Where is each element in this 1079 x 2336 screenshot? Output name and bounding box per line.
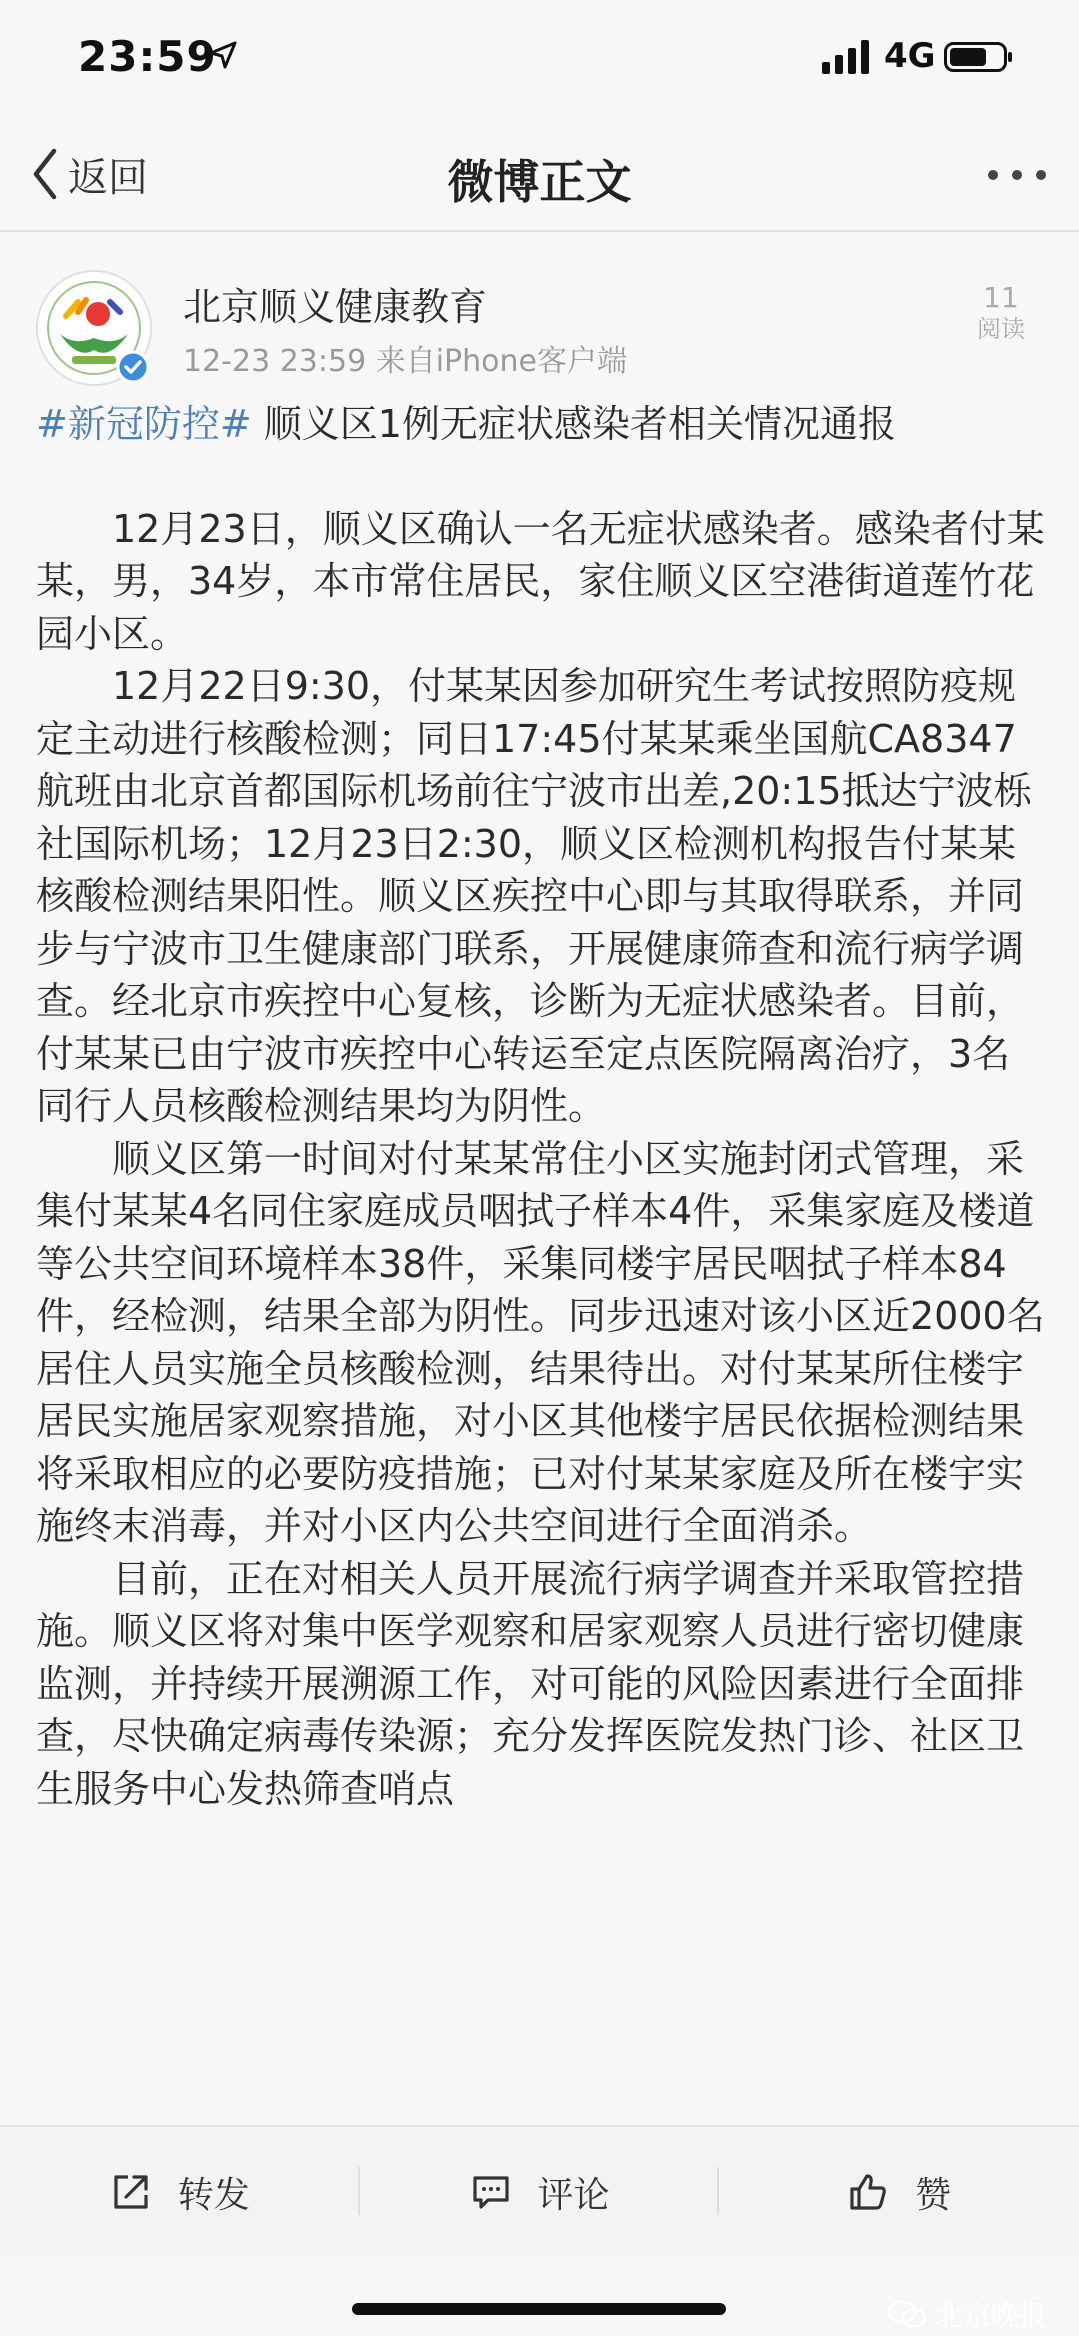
back-button[interactable] <box>30 146 148 202</box>
repost-button[interactable] <box>0 2127 360 2257</box>
post-meta: 12-23 23:59 来自iPhone客户端 <box>183 344 627 379</box>
more-dots-icon[interactable] <box>985 160 1049 190</box>
post-paragraph: 目前，正在对相关人员开展流行病学调查并采取管控措施。顺义区将对集中医学观察和居家观察人员进行密切健康监测，并持续开展溯源工作，对可能的风险因素进行全面排查，尽快确定病毒传染源；充分发挥医院发热门诊、社区卫生服务中心发热筛查哨点 <box>36 1556 1025 1811</box>
like-button[interactable] <box>719 2127 1079 2257</box>
post-paragraph: 12月23日，顺义区确认一名无症状感染者。感染者付某某，男，34岁，本市常住居民，家住顺义区空港街道莲竹花园小区。 <box>36 506 1045 656</box>
author-header <box>0 232 1079 390</box>
post-headline <box>36 398 1046 451</box>
chevron-left-icon <box>30 147 60 201</box>
read-count: 11 <box>983 281 1019 314</box>
page-title: 微博正文 <box>447 155 632 209</box>
comment-button[interactable] <box>360 2127 720 2257</box>
watermark <box>887 2294 1047 2334</box>
status-bar <box>0 0 1079 120</box>
headline-text: 顺义区1例无症状感染者相关情况通报 <box>251 402 896 446</box>
read-count-block <box>977 282 1025 344</box>
post-paragraph: 12月22日9:30，付某某因参加研究生考试按照防疫规定主动进行核酸检测；同日17:45付某某乘坐国航CA8347航班由北京首都国际机场前往宁波市出差,20:15抵达宁波栎社国际机场；12月23日2:30，顺义区检测机构报告付某某核酸检测结果阳性。顺义区疾控中心即与其取得联系，并同步与宁波市卫生健康部门联系，开展健康筛查和流行病学调查。经北京市疾控中心复核，诊断为无症状感染者。目前，付某某已由宁波市疾控中心转运至定点医院隔离治疗，3名同行人员核酸检测结果均为阴性。 <box>36 664 1032 1128</box>
topic-link[interactable]: #新冠防控# <box>36 402 252 446</box>
location-arrow-icon <box>208 40 238 70</box>
blank-line <box>36 451 1046 503</box>
back-label: 返回 <box>68 154 148 201</box>
verified-badge-icon <box>116 350 150 384</box>
like-label: 赞 <box>915 2174 952 2216</box>
watermark-text: 北京晚报 <box>934 2299 1047 2332</box>
battery-icon <box>944 42 1014 72</box>
read-label: 阅读 <box>977 315 1025 343</box>
repost-label: 转发 <box>177 2174 250 2216</box>
post-paragraph: 顺义区第一时间对付某某常住小区实施封闭式管理，采集付某某4名同住家庭成员咽拭子样本4件，采集家庭及楼道等公共空间环境样本38件，采集同楼宇居民咽拭子样本84件，经检测，结果全部为阴性。同步迅速对该小区近2000名居住人员实施全员核酸检测，结果待出。对付某某所住楼宇居民实施居家观察措施，对小区其他楼宇居民依据检测结果将采取相应的必要防疫措施；已对付某某家庭及所在楼宇实施终末消毒，并对小区内公共空间进行全面消杀。 <box>36 1136 1045 1548</box>
thumbs-up-icon <box>847 2171 889 2213</box>
share-icon <box>110 2171 152 2213</box>
wechat-icon <box>887 2299 927 2329</box>
post-content <box>36 398 1046 1815</box>
status-time: 23:59 <box>78 32 217 81</box>
signal-bars-icon <box>822 40 872 74</box>
comment-label: 评论 <box>537 2174 610 2216</box>
author-name[interactable]: 北京顺义健康教育 <box>183 285 488 329</box>
comment-icon <box>470 2171 512 2213</box>
home-indicator[interactable] <box>352 2303 726 2315</box>
nav-bar <box>0 120 1079 232</box>
action-bar <box>0 2125 1079 2257</box>
network-type: 4G <box>884 36 936 76</box>
